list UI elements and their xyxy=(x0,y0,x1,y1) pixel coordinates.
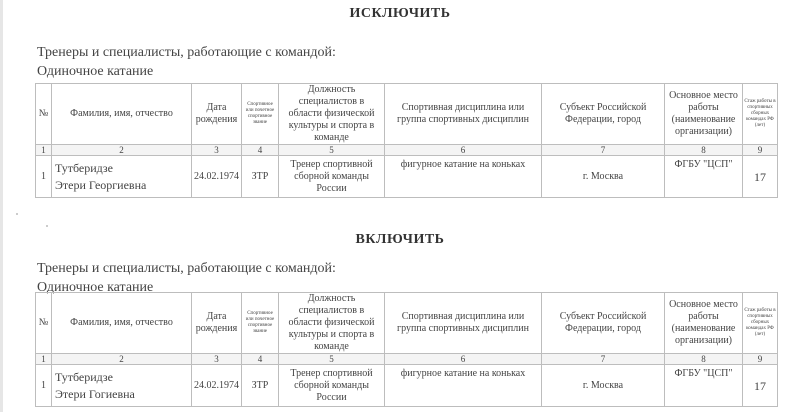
column-number: 5 xyxy=(279,354,385,365)
intro-line-team-staff: Тренеры и специалисты, работающие с командой: xyxy=(37,261,336,276)
column-number: 2 xyxy=(52,354,192,365)
birth-date: 24.02.1974 xyxy=(192,156,242,198)
header-employer: Основное место работы (наименование организации) xyxy=(665,84,743,145)
header-region: Субъект Российской Федерации, город xyxy=(542,293,665,354)
column-number: 9 xyxy=(743,354,778,365)
discipline: фигурное катание на коньках xyxy=(385,156,542,198)
scan-speck xyxy=(46,225,48,227)
header-birth-date: Дата рождения xyxy=(192,84,242,145)
surname: Тутберидзе xyxy=(55,160,113,175)
staff-table-include xyxy=(35,292,778,407)
employer: ФГБУ "ЦСП" xyxy=(665,365,743,407)
header-discipline: Спортивная дисциплина или группа спортивных дисциплин xyxy=(385,84,542,145)
birth-date: 24.02.1974 xyxy=(192,365,242,407)
full-name-cell xyxy=(52,365,192,407)
sport-title: ЗТР xyxy=(242,156,279,198)
column-number: 6 xyxy=(385,354,542,365)
column-number: 4 xyxy=(242,354,279,365)
intro-line-discipline: Одиночное катание xyxy=(37,280,154,295)
experience: 17 xyxy=(743,365,778,407)
discipline: фигурное катание на коньках xyxy=(385,365,542,407)
position: Тренер спортивной сборной команды России xyxy=(279,365,385,407)
row-number: 1 xyxy=(36,156,52,198)
column-number: 4 xyxy=(242,145,279,156)
column-number-row xyxy=(36,145,778,156)
staff-table-exclude xyxy=(35,83,778,198)
section-title-exclude: ИСКЛЮЧИТЬ xyxy=(349,6,451,21)
header-employer: Основное место работы (наименование организации) xyxy=(665,293,743,354)
header-position: Должность специалистов в области физической культуры и спорта в команде xyxy=(279,84,385,145)
table-header-row xyxy=(36,84,778,145)
region: г. Москва xyxy=(542,156,665,198)
surname: Тутберидзе xyxy=(55,369,113,384)
column-number: 7 xyxy=(542,354,665,365)
header-full-name: Фамилия, имя, отчество xyxy=(52,84,192,145)
column-number: 3 xyxy=(192,145,242,156)
column-number-row xyxy=(36,354,778,365)
column-number: 5 xyxy=(279,145,385,156)
page-edge xyxy=(0,0,3,412)
header-number: № xyxy=(36,84,52,145)
sport-title: ЗТР xyxy=(242,365,279,407)
header-experience: Стаж работы в спортивных сборных командах РФ (лет) xyxy=(743,84,778,145)
header-position: Должность специалистов в области физической культуры и спорта в команде xyxy=(279,293,385,354)
header-sport-title: Спортивное или почетное спортивное звание xyxy=(242,293,279,354)
header-full-name: Фамилия, имя, отчество xyxy=(52,293,192,354)
column-number: 8 xyxy=(665,354,743,365)
section-intro-exclude xyxy=(37,43,336,81)
header-sport-title: Спортивное или почетное спортивное звание xyxy=(242,84,279,145)
intro-line-team-staff: Тренеры и специалисты, работающие с командой: xyxy=(37,45,336,60)
position: Тренер спортивной сборной команды России xyxy=(279,156,385,198)
experience: 17 xyxy=(743,156,778,198)
column-number: 8 xyxy=(665,145,743,156)
column-number: 7 xyxy=(542,145,665,156)
section-title-include: ВКЛЮЧИТЬ xyxy=(355,232,445,247)
full-name-cell xyxy=(52,156,192,198)
column-number: 3 xyxy=(192,354,242,365)
table-header-row xyxy=(36,293,778,354)
scan-speck xyxy=(16,213,18,215)
column-number: 1 xyxy=(36,145,52,156)
column-number: 9 xyxy=(743,145,778,156)
row-number: 1 xyxy=(36,365,52,407)
header-birth-date: Дата рождения xyxy=(192,293,242,354)
intro-line-discipline: Одиночное катание xyxy=(37,64,154,79)
column-number: 1 xyxy=(36,354,52,365)
table-row xyxy=(36,156,778,198)
header-number: № xyxy=(36,293,52,354)
given-names: Этери Георгиевна xyxy=(55,177,147,192)
header-discipline: Спортивная дисциплина или группа спортивных дисциплин xyxy=(385,293,542,354)
header-experience: Стаж работы в спортивных сборных командах РФ (лет) xyxy=(743,293,778,354)
column-number: 2 xyxy=(52,145,192,156)
given-names: Этери Гогиевна xyxy=(55,386,135,401)
employer: ФГБУ "ЦСП" xyxy=(665,156,743,198)
header-region: Субъект Российской Федерации, город xyxy=(542,84,665,145)
column-number: 6 xyxy=(385,145,542,156)
region: г. Москва xyxy=(542,365,665,407)
table-row xyxy=(36,365,778,407)
